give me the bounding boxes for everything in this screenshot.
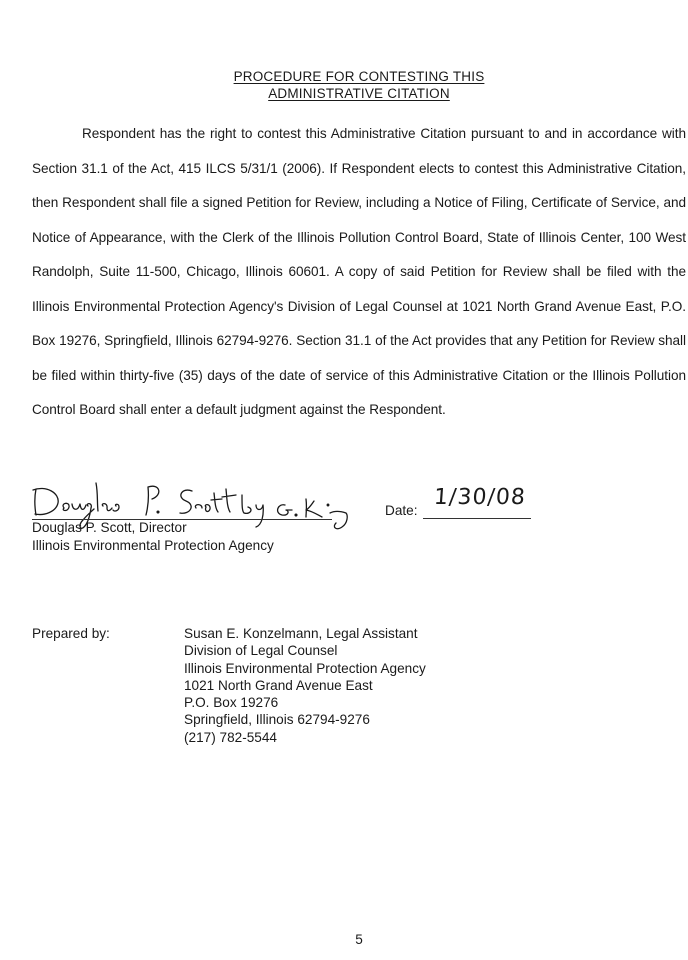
title-line-1: PROCEDURE FOR CONTESTING THIS (233, 69, 485, 84)
prepared-by-label: Prepared by: (32, 626, 110, 641)
date-line (423, 518, 531, 519)
date-value: 1/30/08 (433, 485, 527, 510)
preparer-street: 1021 North Grand Avenue East (184, 677, 373, 693)
document-title (0, 68, 688, 102)
signer-agency: Illinois Environmental Protection Agency (32, 538, 274, 553)
body-paragraph: Respondent has the right to contest this Administrative Citation pursuant to and in accordance with Section 31.1 of the Act, 415 ILCS 5/31/1 (2006). If Respondent elects to contest this Administrative Citation, then Respondent shall file a signed Petition for Review, including a Notice of Filing, Certificate of Service, and Notice of Appearance, with the Clerk of the Illinois Pollution Control Board, State of Illinois Center, 100 West Randolph, Suite 11-500, Chicago, Illinois 60601. A copy of said Petition for Review shall be filed with the Illinois Environmental Protection Agency's Division of Legal Counsel at 1021 North Grand Avenue East, P.O. Box 19276, Springfield, Illinois 62794-9276. Section 31.1 of the Act provides that any Petition for Review shall be filed within thirty-five (35) days of the date of service of this Administrative Citation or the Illinois Pollution Control Board shall enter a default judgment against the Respondent. (32, 126, 686, 417)
signer-name: Douglas P. Scott, Director (32, 520, 187, 535)
preparer-city: Springfield, Illinois 62794-9276 (184, 712, 370, 728)
preparer-po-box: P.O. Box 19276 (184, 695, 279, 711)
prepared-by-address (184, 625, 426, 746)
title-line-2: ADMINISTRATIVE CITATION (268, 86, 450, 101)
page-number: 5 (355, 932, 363, 947)
preparer-phone: (217) 782-5544 (184, 729, 277, 745)
date-label: Date: (385, 503, 418, 518)
signature-block (30, 475, 670, 565)
preparer-agency: Illinois Environmental Protection Agency (184, 660, 426, 676)
preparer-division: Division of Legal Counsel (184, 643, 338, 659)
preparer-name: Susan E. Konzelmann, Legal Assistant (184, 626, 418, 641)
